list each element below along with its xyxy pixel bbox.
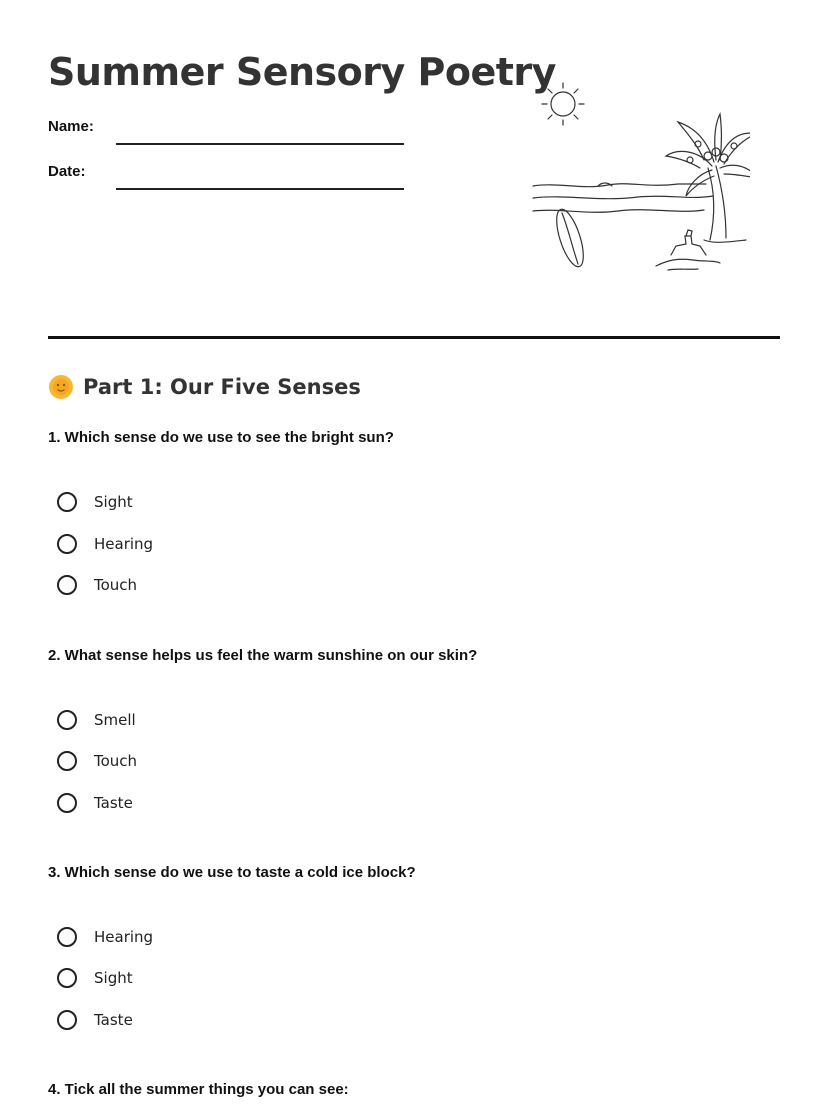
name-label: Name: <box>48 118 94 135</box>
section-heading <box>48 374 361 400</box>
date-line[interactable] <box>116 188 404 190</box>
option-label: Touch <box>94 576 138 594</box>
radio-button[interactable] <box>57 534 77 554</box>
option-label: Smell <box>94 711 136 729</box>
q2-option-smell[interactable] <box>57 710 136 730</box>
radio-button[interactable] <box>57 1010 77 1030</box>
radio-button[interactable] <box>57 575 77 595</box>
q3-option-taste[interactable] <box>57 1010 133 1030</box>
q3-option-sight[interactable] <box>57 968 133 988</box>
sun-emoji-icon <box>48 374 74 400</box>
palm-tree-icon <box>666 114 750 242</box>
name-field[interactable] <box>48 118 404 135</box>
section-divider <box>48 336 780 339</box>
beach-illustration-icon <box>528 78 750 278</box>
option-label: Taste <box>94 1011 133 1029</box>
radio-button[interactable] <box>57 710 77 730</box>
sun-icon <box>542 83 584 125</box>
question-2: 2. What sense helps us feel the warm sunshine on our skin? <box>48 647 478 664</box>
date-field[interactable] <box>48 163 404 180</box>
option-label: Sight <box>94 969 133 987</box>
radio-button[interactable] <box>57 751 77 771</box>
question-4: 4. Tick all the summer things you can see: <box>48 1081 349 1098</box>
question-3: 3. Which sense do we use to taste a cold ice block? <box>48 864 416 881</box>
option-label: Hearing <box>94 928 154 946</box>
q2-option-taste[interactable] <box>57 793 133 813</box>
radio-button[interactable] <box>57 968 77 988</box>
radio-button[interactable] <box>57 793 77 813</box>
radio-button[interactable] <box>57 492 77 512</box>
q1-option-touch[interactable] <box>57 575 137 595</box>
q1-option-sight[interactable] <box>57 492 133 512</box>
option-label: Touch <box>94 752 138 770</box>
q3-option-hearing[interactable] <box>57 927 153 947</box>
option-label: Taste <box>94 794 133 812</box>
q2-option-touch[interactable] <box>57 751 137 771</box>
worksheet-title: Summer Sensory Poetry <box>48 50 556 94</box>
date-label: Date: <box>48 163 86 180</box>
option-label: Sight <box>94 493 133 511</box>
q1-option-hearing[interactable] <box>57 534 153 554</box>
option-label: Hearing <box>94 535 154 553</box>
name-line[interactable] <box>116 143 404 145</box>
radio-button[interactable] <box>57 927 77 947</box>
section-title-text: Part 1: Our Five Senses <box>83 375 361 399</box>
surfboard-icon <box>551 206 589 269</box>
question-1: 1. Which sense do we use to see the bright sun? <box>48 429 394 446</box>
